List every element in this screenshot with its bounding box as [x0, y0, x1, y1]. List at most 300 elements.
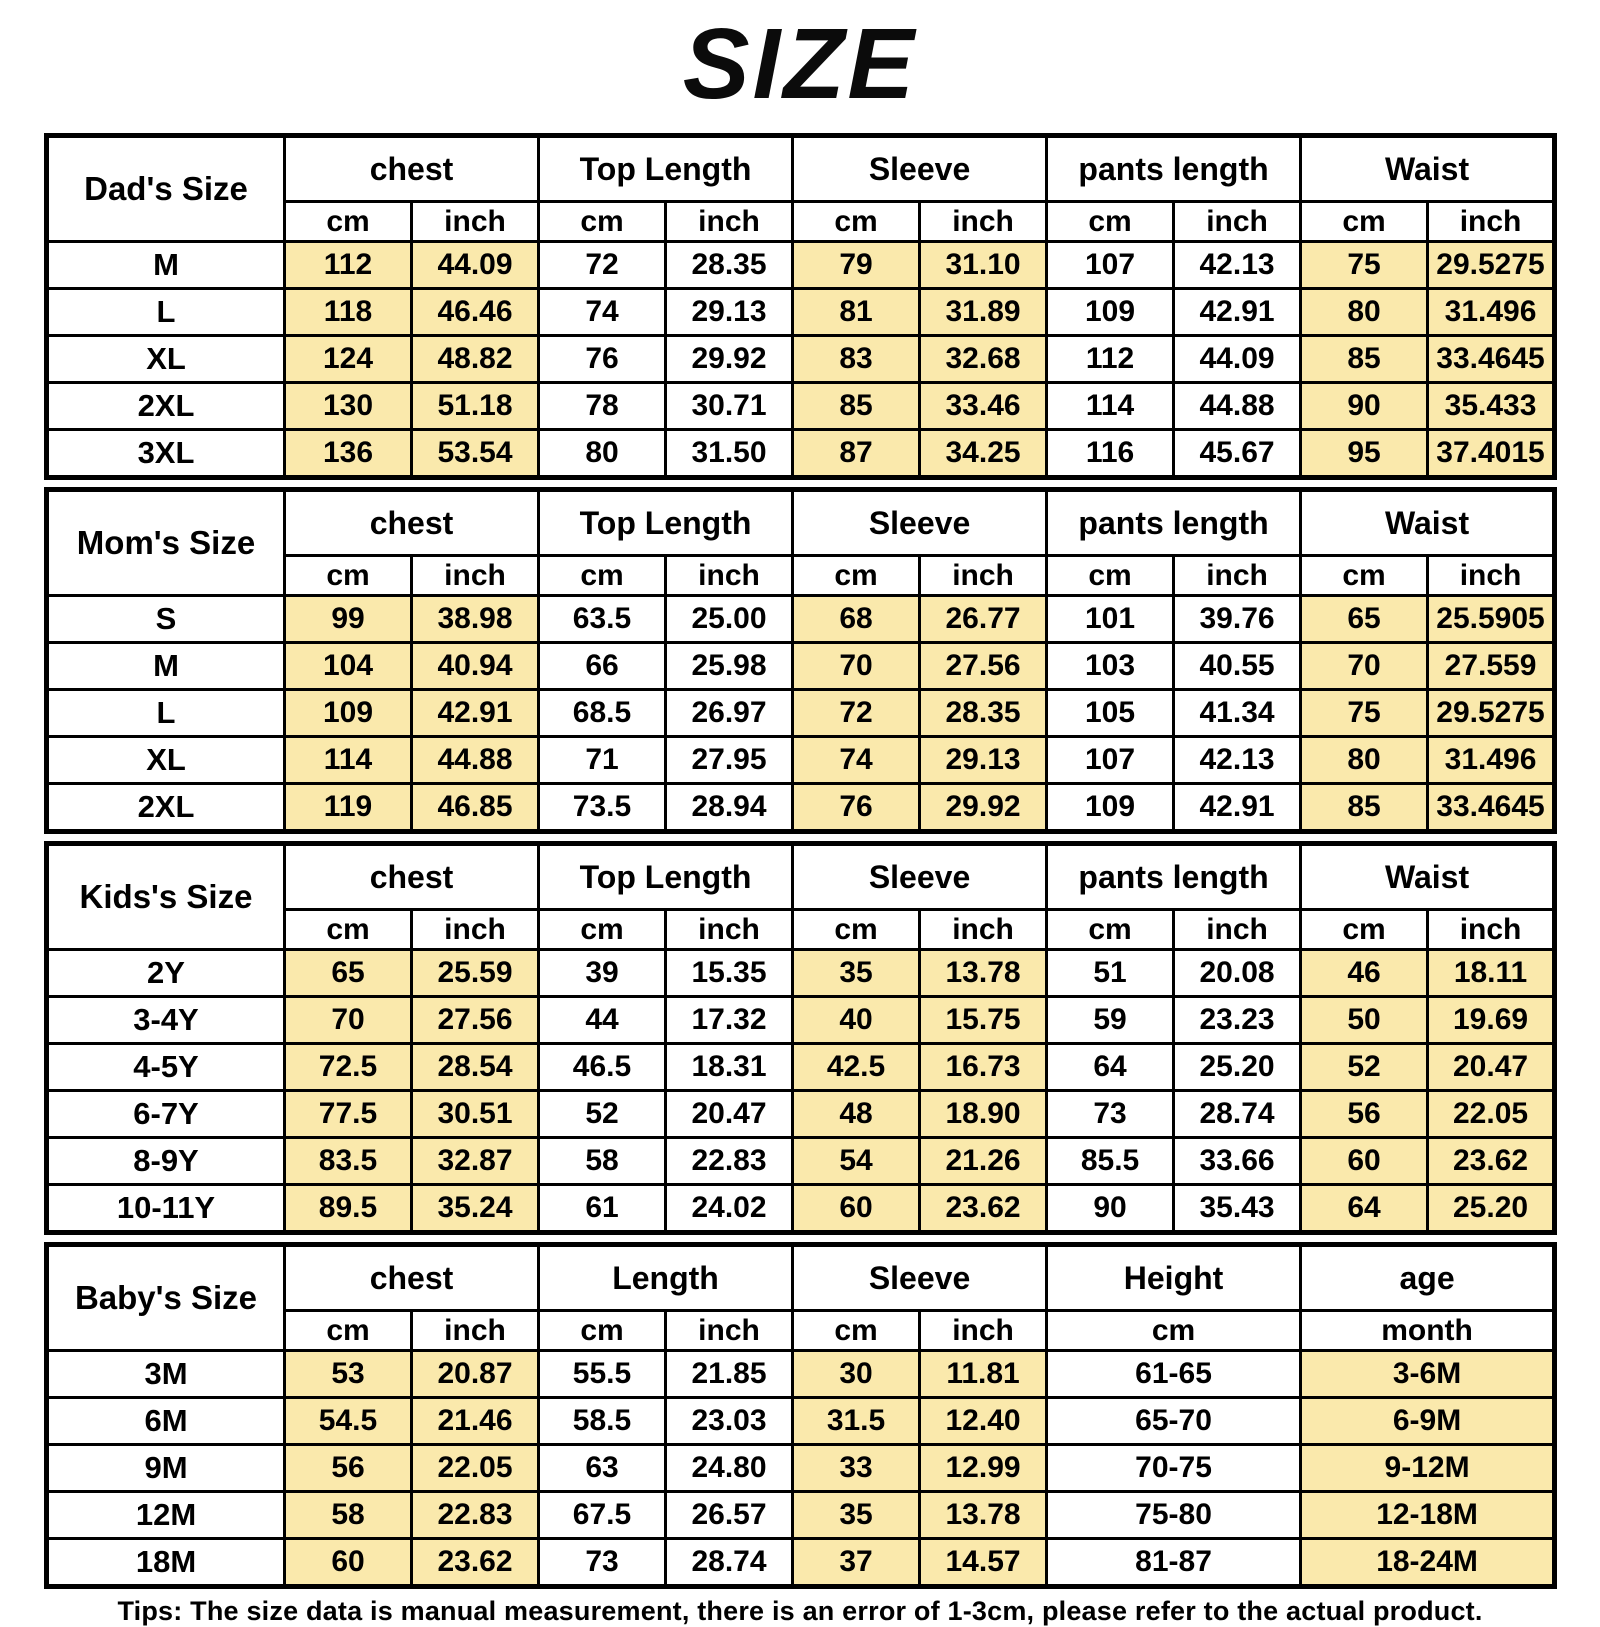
value-cell: 90: [1047, 1185, 1174, 1233]
value-cell: 75: [1301, 690, 1428, 737]
value-cell: 40.55: [1174, 643, 1301, 690]
value-cell: 28.35: [920, 690, 1047, 737]
value-cell: 46.46: [412, 289, 539, 336]
value-cell: 42.91: [412, 690, 539, 737]
value-cell: 52: [539, 1091, 666, 1138]
table-row: [47, 950, 1555, 997]
value-cell: 72: [539, 242, 666, 289]
value-cell: 70: [285, 997, 412, 1044]
value-cell: 25.98: [666, 643, 793, 690]
value-cell: 81: [793, 289, 920, 336]
value-cell: 21.85: [666, 1351, 793, 1398]
value-cell: 54.5: [285, 1398, 412, 1445]
value-cell: 76: [793, 784, 920, 832]
value-cell: 112: [1047, 336, 1174, 383]
size-label-cell: M: [47, 643, 285, 690]
value-cell: 55.5: [539, 1351, 666, 1398]
group-header-cell: chest: [285, 844, 539, 910]
value-cell: 35.24: [412, 1185, 539, 1233]
value-cell: 21.26: [920, 1138, 1047, 1185]
value-cell: 81-87: [1047, 1539, 1301, 1587]
size-table-babys: [44, 1242, 1557, 1589]
value-cell: 37.4015: [1428, 430, 1555, 478]
value-cell: 20.08: [1174, 950, 1301, 997]
size-label-cell: 2XL: [47, 784, 285, 832]
value-cell: 18-24M: [1301, 1539, 1555, 1587]
value-cell: 85: [1301, 784, 1428, 832]
value-cell: 53.54: [412, 430, 539, 478]
value-cell: 22.83: [412, 1492, 539, 1539]
value-cell: 48.82: [412, 336, 539, 383]
size-label-cell: 6-7Y: [47, 1091, 285, 1138]
value-cell: 31.496: [1428, 289, 1555, 336]
unit-header-cell: inch: [1174, 910, 1301, 950]
value-cell: 73: [539, 1539, 666, 1587]
table-row: [47, 430, 1555, 478]
group-header-cell: Sleeve: [793, 844, 1047, 910]
value-cell: 109: [1047, 784, 1174, 832]
size-label-cell: XL: [47, 336, 285, 383]
value-cell: 25.20: [1174, 1044, 1301, 1091]
unit-header-cell: month: [1301, 1311, 1555, 1351]
value-cell: 65: [1301, 596, 1428, 643]
value-cell: 50: [1301, 997, 1428, 1044]
size-table-kids: [44, 841, 1557, 1235]
unit-header-cell: inch: [412, 1311, 539, 1351]
value-cell: 13.78: [920, 950, 1047, 997]
size-label-cell: 6M: [47, 1398, 285, 1445]
value-cell: 61: [539, 1185, 666, 1233]
value-cell: 136: [285, 430, 412, 478]
value-cell: 33.4645: [1428, 784, 1555, 832]
size-label-cell: 2XL: [47, 383, 285, 430]
value-cell: 124: [285, 336, 412, 383]
group-header-cell: chest: [285, 490, 539, 556]
value-cell: 85: [793, 383, 920, 430]
value-cell: 12.99: [920, 1445, 1047, 1492]
table-row: [47, 784, 1555, 832]
value-cell: 65-70: [1047, 1398, 1301, 1445]
value-cell: 74: [793, 737, 920, 784]
value-cell: 44.09: [412, 242, 539, 289]
table-title-cell: Baby's Size: [47, 1245, 285, 1351]
unit-header-cell: inch: [666, 556, 793, 596]
value-cell: 22.83: [666, 1138, 793, 1185]
value-cell: 56: [285, 1445, 412, 1492]
value-cell: 66: [539, 643, 666, 690]
value-cell: 58: [539, 1138, 666, 1185]
value-cell: 27.56: [412, 997, 539, 1044]
value-cell: 35: [793, 1492, 920, 1539]
value-cell: 114: [1047, 383, 1174, 430]
unit-header-cell: cm: [1047, 202, 1174, 242]
value-cell: 95: [1301, 430, 1428, 478]
value-cell: 60: [1301, 1138, 1428, 1185]
value-cell: 83.5: [285, 1138, 412, 1185]
value-cell: 26.57: [666, 1492, 793, 1539]
value-cell: 33: [793, 1445, 920, 1492]
group-header-cell: Length: [539, 1245, 793, 1311]
value-cell: 40: [793, 997, 920, 1044]
value-cell: 27.559: [1428, 643, 1555, 690]
table-title-cell: Mom's Size: [47, 490, 285, 596]
value-cell: 76: [539, 336, 666, 383]
group-header-cell: Top Length: [539, 136, 793, 202]
table-row: [47, 1398, 1555, 1445]
value-cell: 130: [285, 383, 412, 430]
table-row: [47, 1539, 1555, 1587]
group-header-cell: Height: [1047, 1245, 1301, 1311]
value-cell: 103: [1047, 643, 1174, 690]
unit-header-cell: cm: [793, 1311, 920, 1351]
value-cell: 87: [793, 430, 920, 478]
unit-header-cell: inch: [920, 202, 1047, 242]
unit-header-cell: inch: [920, 910, 1047, 950]
unit-header-cell: inch: [666, 910, 793, 950]
value-cell: 107: [1047, 737, 1174, 784]
table-row: [47, 1091, 1555, 1138]
value-cell: 25.20: [1428, 1185, 1555, 1233]
size-label-cell: S: [47, 596, 285, 643]
value-cell: 58: [285, 1492, 412, 1539]
value-cell: 23.23: [1174, 997, 1301, 1044]
value-cell: 64: [1047, 1044, 1174, 1091]
value-cell: 31.5: [793, 1398, 920, 1445]
value-cell: 23.62: [412, 1539, 539, 1587]
unit-header-cell: cm: [285, 556, 412, 596]
value-cell: 46: [1301, 950, 1428, 997]
value-cell: 75-80: [1047, 1492, 1301, 1539]
value-cell: 44.09: [1174, 336, 1301, 383]
value-cell: 63: [539, 1445, 666, 1492]
value-cell: 3-6M: [1301, 1351, 1555, 1398]
value-cell: 12.40: [920, 1398, 1047, 1445]
value-cell: 73: [1047, 1091, 1174, 1138]
value-cell: 23.62: [1428, 1138, 1555, 1185]
size-label-cell: XL: [47, 737, 285, 784]
value-cell: 11.81: [920, 1351, 1047, 1398]
value-cell: 118: [285, 289, 412, 336]
unit-header-cell: inch: [412, 910, 539, 950]
value-cell: 20.47: [666, 1091, 793, 1138]
group-header-cell: pants length: [1047, 490, 1301, 556]
table-row: [47, 1351, 1555, 1398]
value-cell: 17.32: [666, 997, 793, 1044]
value-cell: 25.5905: [1428, 596, 1555, 643]
unit-header-cell: inch: [666, 1311, 793, 1351]
value-cell: 28.94: [666, 784, 793, 832]
unit-header-cell: cm: [539, 202, 666, 242]
value-cell: 51: [1047, 950, 1174, 997]
value-cell: 35: [793, 950, 920, 997]
value-cell: 44.88: [412, 737, 539, 784]
value-cell: 27.95: [666, 737, 793, 784]
value-cell: 33.46: [920, 383, 1047, 430]
group-header-cell: pants length: [1047, 844, 1301, 910]
unit-header-cell: cm: [1301, 202, 1428, 242]
table-row: [47, 289, 1555, 336]
value-cell: 72.5: [285, 1044, 412, 1091]
value-cell: 104: [285, 643, 412, 690]
value-cell: 80: [1301, 737, 1428, 784]
unit-header-cell: inch: [1428, 556, 1555, 596]
table-title-cell: Kids's Size: [47, 844, 285, 950]
value-cell: 85.5: [1047, 1138, 1174, 1185]
unit-header-cell: cm: [539, 1311, 666, 1351]
value-cell: 22.05: [412, 1445, 539, 1492]
value-cell: 31.89: [920, 289, 1047, 336]
table-row: [47, 242, 1555, 289]
value-cell: 15.35: [666, 950, 793, 997]
value-cell: 18.90: [920, 1091, 1047, 1138]
unit-header-cell: cm: [1301, 556, 1428, 596]
value-cell: 42.91: [1174, 784, 1301, 832]
table-row: [47, 737, 1555, 784]
value-cell: 29.92: [666, 336, 793, 383]
size-tables-container: [44, 133, 1556, 1589]
value-cell: 112: [285, 242, 412, 289]
unit-header-cell: cm: [1047, 910, 1174, 950]
group-header-cell: Sleeve: [793, 1245, 1047, 1311]
value-cell: 40.94: [412, 643, 539, 690]
value-cell: 32.68: [920, 336, 1047, 383]
size-label-cell: M: [47, 242, 285, 289]
value-cell: 31.50: [666, 430, 793, 478]
unit-header-cell: cm: [285, 1311, 412, 1351]
value-cell: 107: [1047, 242, 1174, 289]
value-cell: 44.88: [1174, 383, 1301, 430]
value-cell: 18.11: [1428, 950, 1555, 997]
value-cell: 28.35: [666, 242, 793, 289]
value-cell: 35.433: [1428, 383, 1555, 430]
value-cell: 30.51: [412, 1091, 539, 1138]
size-label-cell: 10-11Y: [47, 1185, 285, 1233]
size-label-cell: L: [47, 289, 285, 336]
value-cell: 27.56: [920, 643, 1047, 690]
value-cell: 78: [539, 383, 666, 430]
unit-header-cell: inch: [920, 1311, 1047, 1351]
value-cell: 25.00: [666, 596, 793, 643]
size-chart-page: [44, 0, 1556, 1627]
unit-header-cell: cm: [285, 202, 412, 242]
group-header-cell: Waist: [1301, 844, 1555, 910]
value-cell: 46.85: [412, 784, 539, 832]
value-cell: 105: [1047, 690, 1174, 737]
value-cell: 42.13: [1174, 242, 1301, 289]
value-cell: 20.47: [1428, 1044, 1555, 1091]
unit-header-cell: cm: [793, 910, 920, 950]
unit-header-cell: inch: [1428, 910, 1555, 950]
unit-header-cell: inch: [1174, 556, 1301, 596]
value-cell: 18.31: [666, 1044, 793, 1091]
size-label-cell: 8-9Y: [47, 1138, 285, 1185]
group-header-cell: Top Length: [539, 844, 793, 910]
table-row: [47, 1044, 1555, 1091]
size-label-cell: 9M: [47, 1445, 285, 1492]
value-cell: 59: [1047, 997, 1174, 1044]
value-cell: 80: [1301, 289, 1428, 336]
value-cell: 85: [1301, 336, 1428, 383]
group-header-cell: Sleeve: [793, 136, 1047, 202]
value-cell: 31.496: [1428, 737, 1555, 784]
group-header-cell: Top Length: [539, 490, 793, 556]
table-row: [47, 1445, 1555, 1492]
value-cell: 29.5275: [1428, 690, 1555, 737]
value-cell: 67.5: [539, 1492, 666, 1539]
value-cell: 74: [539, 289, 666, 336]
value-cell: 28.74: [1174, 1091, 1301, 1138]
table-row: [47, 336, 1555, 383]
value-cell: 28.74: [666, 1539, 793, 1587]
unit-header-cell: cm: [793, 556, 920, 596]
group-header-cell: pants length: [1047, 136, 1301, 202]
size-label-cell: 18M: [47, 1539, 285, 1587]
value-cell: 32.87: [412, 1138, 539, 1185]
value-cell: 35.43: [1174, 1185, 1301, 1233]
value-cell: 29.92: [920, 784, 1047, 832]
value-cell: 33.66: [1174, 1138, 1301, 1185]
table-row: [47, 643, 1555, 690]
value-cell: 71: [539, 737, 666, 784]
value-cell: 60: [285, 1539, 412, 1587]
value-cell: 37: [793, 1539, 920, 1587]
size-label-cell: 12M: [47, 1492, 285, 1539]
value-cell: 26.77: [920, 596, 1047, 643]
unit-header-cell: cm: [285, 910, 412, 950]
value-cell: 24.80: [666, 1445, 793, 1492]
group-header-cell: chest: [285, 136, 539, 202]
value-cell: 42.91: [1174, 289, 1301, 336]
value-cell: 72: [793, 690, 920, 737]
value-cell: 13.78: [920, 1492, 1047, 1539]
group-header-cell: age: [1301, 1245, 1555, 1311]
value-cell: 70: [1301, 643, 1428, 690]
unit-header-cell: cm: [539, 556, 666, 596]
unit-header-cell: inch: [666, 202, 793, 242]
size-table-moms: [44, 487, 1557, 834]
unit-header-cell: cm: [539, 910, 666, 950]
value-cell: 51.18: [412, 383, 539, 430]
value-cell: 34.25: [920, 430, 1047, 478]
header-row-groups: [47, 844, 1555, 910]
value-cell: 53: [285, 1351, 412, 1398]
value-cell: 41.34: [1174, 690, 1301, 737]
value-cell: 119: [285, 784, 412, 832]
value-cell: 65: [285, 950, 412, 997]
value-cell: 73.5: [539, 784, 666, 832]
value-cell: 22.05: [1428, 1091, 1555, 1138]
size-label-cell: 3XL: [47, 430, 285, 478]
value-cell: 114: [285, 737, 412, 784]
value-cell: 75: [1301, 242, 1428, 289]
value-cell: 19.69: [1428, 997, 1555, 1044]
group-header-cell: Sleeve: [793, 490, 1047, 556]
value-cell: 70-75: [1047, 1445, 1301, 1492]
group-header-cell: chest: [285, 1245, 539, 1311]
size-label-cell: 2Y: [47, 950, 285, 997]
value-cell: 26.97: [666, 690, 793, 737]
value-cell: 44: [539, 997, 666, 1044]
value-cell: 68.5: [539, 690, 666, 737]
value-cell: 109: [1047, 289, 1174, 336]
table-row: [47, 383, 1555, 430]
value-cell: 64: [1301, 1185, 1428, 1233]
unit-header-cell: inch: [920, 556, 1047, 596]
unit-header-cell: inch: [412, 556, 539, 596]
value-cell: 25.59: [412, 950, 539, 997]
value-cell: 23.62: [920, 1185, 1047, 1233]
value-cell: 29.13: [920, 737, 1047, 784]
value-cell: 30: [793, 1351, 920, 1398]
size-label-cell: L: [47, 690, 285, 737]
value-cell: 9-12M: [1301, 1445, 1555, 1492]
value-cell: 116: [1047, 430, 1174, 478]
unit-header-cell: inch: [1428, 202, 1555, 242]
value-cell: 90: [1301, 383, 1428, 430]
value-cell: 46.5: [539, 1044, 666, 1091]
value-cell: 33.4645: [1428, 336, 1555, 383]
header-row-groups: [47, 136, 1555, 202]
unit-header-cell: cm: [1047, 556, 1174, 596]
tips-footer: Tips: The size data is manual measurement, there is an error of 1-3cm, please refer to the actual product.: [117, 1596, 1483, 1626]
value-cell: 15.75: [920, 997, 1047, 1044]
value-cell: 61-65: [1047, 1351, 1301, 1398]
value-cell: 99: [285, 596, 412, 643]
table-row: [47, 1185, 1555, 1233]
value-cell: 29.5275: [1428, 242, 1555, 289]
value-cell: 12-18M: [1301, 1492, 1555, 1539]
value-cell: 109: [285, 690, 412, 737]
value-cell: 39: [539, 950, 666, 997]
value-cell: 42.5: [793, 1044, 920, 1091]
table-title-cell: Dad's Size: [47, 136, 285, 242]
unit-header-cell: cm: [793, 202, 920, 242]
value-cell: 48: [793, 1091, 920, 1138]
value-cell: 14.57: [920, 1539, 1047, 1587]
value-cell: 77.5: [285, 1091, 412, 1138]
value-cell: 28.54: [412, 1044, 539, 1091]
size-table-dads: [44, 133, 1557, 480]
table-row: [47, 1138, 1555, 1185]
value-cell: 101: [1047, 596, 1174, 643]
page-title: SIZE: [682, 8, 918, 120]
group-header-cell: Waist: [1301, 490, 1555, 556]
value-cell: 29.13: [666, 289, 793, 336]
value-cell: 89.5: [285, 1185, 412, 1233]
table-row: [47, 690, 1555, 737]
table-row: [47, 1492, 1555, 1539]
value-cell: 52: [1301, 1044, 1428, 1091]
group-header-cell: Waist: [1301, 136, 1555, 202]
value-cell: 68: [793, 596, 920, 643]
value-cell: 31.10: [920, 242, 1047, 289]
value-cell: 56: [1301, 1091, 1428, 1138]
value-cell: 45.67: [1174, 430, 1301, 478]
value-cell: 23.03: [666, 1398, 793, 1445]
unit-header-cell: cm: [1047, 1311, 1301, 1351]
value-cell: 42.13: [1174, 737, 1301, 784]
value-cell: 54: [793, 1138, 920, 1185]
value-cell: 30.71: [666, 383, 793, 430]
value-cell: 6-9M: [1301, 1398, 1555, 1445]
value-cell: 63.5: [539, 596, 666, 643]
size-label-cell: 3M: [47, 1351, 285, 1398]
value-cell: 79: [793, 242, 920, 289]
value-cell: 60: [793, 1185, 920, 1233]
header-row-groups: [47, 490, 1555, 556]
value-cell: 80: [539, 430, 666, 478]
value-cell: 21.46: [412, 1398, 539, 1445]
